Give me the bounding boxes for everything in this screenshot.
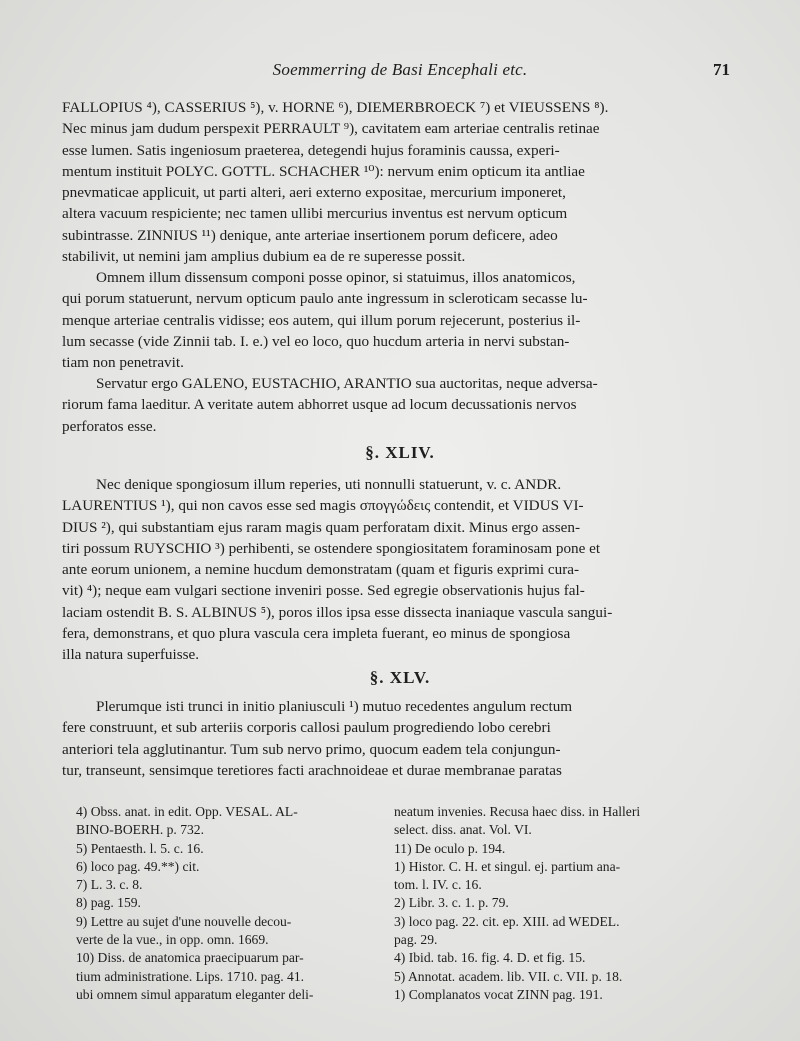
section-heading-xliv: §. XLIV. <box>365 443 435 462</box>
footnote-line: 10) Diss. de anatomica praecipuarum par- <box>76 950 304 966</box>
footnote-line: pag. 29. <box>394 932 438 948</box>
footnotes-right-column <box>394 803 724 1004</box>
text-line: Nec minus jam dudum perspexit PERRAULT ⁹), cavitatem eam arteriae centralis retinae <box>62 120 600 138</box>
page-number: 71 <box>713 60 730 79</box>
footnote-line: 9) Lettre au sujet d'une nouvelle decou- <box>76 913 292 929</box>
footnote-line: 7) L. 3. c. 8. <box>76 877 143 893</box>
text-line: fera, demonstrans, et quo plura vascula cera impleta fuerant, eo minus de spongiosa <box>62 625 571 643</box>
text-line: subintrasse. ZINNIUS ¹¹) denique, ante arteriae insertionem porum deficere, adeo <box>62 226 558 244</box>
footnote-line: 11) De oculo p. 194. <box>394 840 506 856</box>
text-line: ante eorum unionem, a nemine hucdum demonstratam (quam et figuris exprimi cura- <box>62 561 580 579</box>
footnote-line: select. diss. anat. Vol. VI. <box>394 822 532 838</box>
text-line: vit) ⁴); neque eam vulgari sectione inveniri posse. Sed egregie observationis hujus fal- <box>62 582 585 600</box>
text-line: riorum fama laeditur. A veritate autem abhorret usque ad locum decussationis nervos <box>62 396 577 414</box>
paragraph-5 <box>62 696 710 781</box>
footnote-line: 1) Histor. C. H. et singul. ej. partium ana- <box>394 858 621 874</box>
text-line: esse lumen. Satis ingeniosum praeterea, detegendi hujus foraminis caussa, experi- <box>62 141 560 159</box>
footnote-line: 5) Pentaesth. l. 5. c. 16. <box>76 840 204 856</box>
text-line: stabilivit, ut nemini jam amplius dubium ea de re superesse possit. <box>62 248 466 266</box>
text-line: Omnem illum dissensum componi posse opinor, si statuimus, illos anatomicos, <box>96 269 576 286</box>
paragraph-4 <box>62 474 710 666</box>
section-heading-xlv: §. XLV. <box>369 668 431 687</box>
text-line: menque arteriae centralis vidisse; eos autem, qui illum porum rejecerunt, posterius il- <box>62 311 581 329</box>
text-line: perforatos esse. <box>62 417 157 435</box>
footnote-line: 1) Complanatos vocat ZINN pag. 191. <box>394 986 603 1002</box>
text-line: tiri possum RUYSCHIO ³) perhibenti, se ostendere spongiositatem foraminosam pone et <box>62 539 601 557</box>
text-line: altera vacuum respiciente; nec tamen ullibi mercurius inventus est nervum opticum <box>62 205 568 223</box>
text-line: Plerumque isti trunci in initio planiusculi ¹) mutuo recedentes angulum rectum <box>96 698 573 715</box>
footnote-line: 4) Obss. anat. in edit. Opp. VESAL. AL- <box>76 804 298 819</box>
text-line: pnevmaticae applicuit, ut parti alteri, aeri externo expositae, mercurium imponeret, <box>62 184 566 202</box>
text-line: DIUS ²), qui substantiam ejus raram magis quam perforatam dixit. Minus ergo assen- <box>62 518 581 536</box>
footnote-line: tom. l. IV. c. 16. <box>394 877 482 893</box>
text-line: FALLOPIUS ⁴), CASSERIUS ⁵), v. HORNE ⁶), DIEMERBROECK ⁷) et VIEUSSENS ⁸). <box>62 99 609 116</box>
text-line: fere construunt, et sub arteriis corporis callosi paulum progrediendo lobo cerebri <box>62 719 551 737</box>
footnote-line: neatum invenies. Recusa haec diss. in Halleri <box>394 804 641 819</box>
text-line: lum secasse (vide Zinnii tab. I. e.) vel eo loco, quo hucdum arteria in nervi substan- <box>62 332 570 350</box>
footnote-line: tium administratione. Lips. 1710. pag. 41. <box>76 968 305 984</box>
footnote-line: 8) pag. 159. <box>76 895 141 911</box>
text-line: illa natura superfuisse. <box>62 646 200 664</box>
footnote-line: 3) loco pag. 22. cit. ep. XIII. ad WEDEL. <box>394 913 620 929</box>
text-line: Nec denique spongiosum illum reperies, uti nonnulli statuerunt, v. c. ANDR. <box>96 476 562 493</box>
running-header-title: Soemmerring de Basi Encephali etc. <box>272 60 528 79</box>
text-line: qui porum statuerunt, nervum opticum paulo ante ingressum in scleroticam secasse lu- <box>62 290 588 308</box>
text-line: tur, transeunt, sensimque teretiores facti arachnoideae et durae membranae paratas <box>62 761 562 779</box>
footnote-line: verte de la vue., in opp. omn. 1669. <box>76 932 269 948</box>
footnote-line: 5) Annotat. academ. lib. VII. c. VII. p. 18. <box>394 968 623 984</box>
paragraph-2 <box>62 267 710 373</box>
paragraph-1 <box>62 97 710 267</box>
text-line: laciam ostendit B. S. ALBINUS ⁵), poros illos ipsa esse dissecta inaniaque vascula sangui- <box>62 603 613 621</box>
footnote-line: ubi omnem simul apparatum eleganter deli- <box>76 986 314 1002</box>
text-line: mentum instituit POLYC. GOTTL. SCHACHER ¹⁰): nervum enim opticum ita antliae <box>62 162 585 180</box>
text-line: tiam non penetravit. <box>62 354 184 372</box>
footnotes-left-column <box>76 803 386 1004</box>
text-line: Servatur ergo GALENO, EUSTACHIO, ARANTIO sua auctoritas, neque adversa- <box>96 375 598 392</box>
footnote-line: 4) Ibid. tab. 16. fig. 4. D. et fig. 15. <box>394 950 586 966</box>
paragraph-3 <box>62 373 710 437</box>
footnote-line: BINO-BOERH. p. 732. <box>76 822 205 838</box>
text-line: LAURENTIUS ¹), qui non cavos esse sed magis σπογγώδεις contendit, et VIDUS VI- <box>62 497 584 515</box>
text-line: anteriori tela agglutinantur. Tum sub nervo primo, quocum eadem tela conjungun- <box>62 740 561 758</box>
footnote-line: 6) loco pag. 49.**) cit. <box>76 858 200 874</box>
footnote-line: 2) Libr. 3. c. 1. p. 79. <box>394 895 509 911</box>
